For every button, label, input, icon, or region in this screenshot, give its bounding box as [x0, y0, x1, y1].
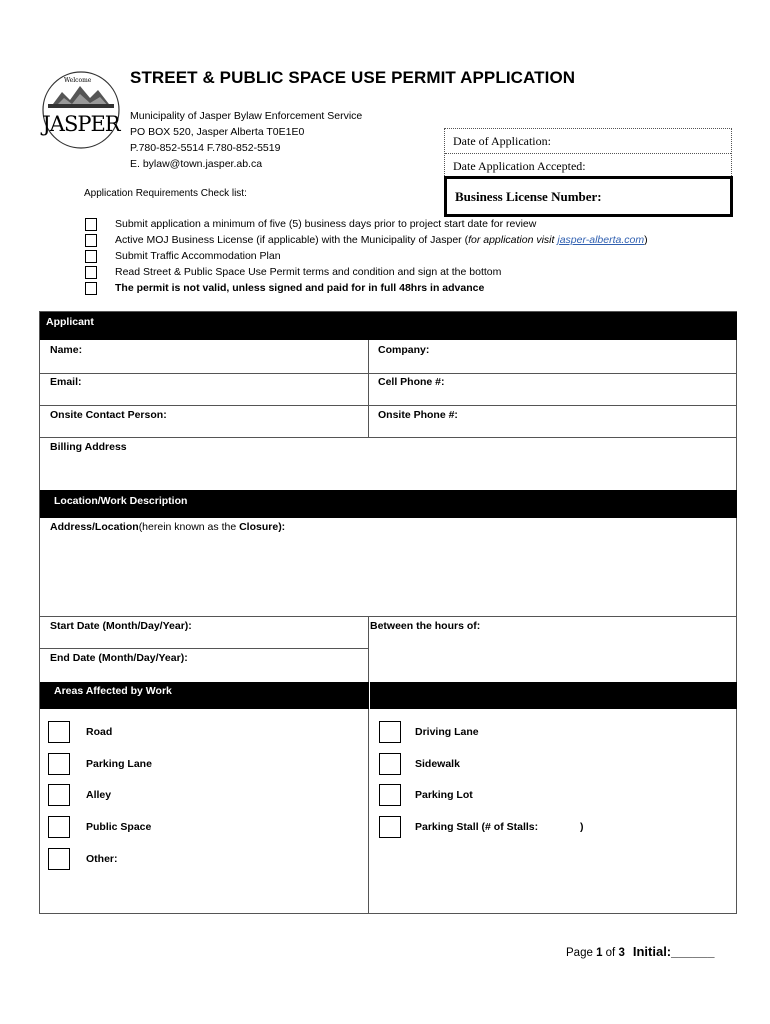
date-of-application-field[interactable]: Date of Application:	[445, 129, 731, 154]
column-divider	[368, 340, 369, 437]
checklist-item	[85, 216, 648, 232]
org-line: P.780-852-5514 F.780-852-5519	[130, 142, 281, 154]
address-location-label	[50, 521, 285, 533]
checklist-text: )	[644, 234, 648, 246]
company-label: Company:	[378, 344, 430, 356]
billing-address-label: Billing Address	[50, 441, 127, 453]
logo-wordmark: JASPER	[42, 112, 120, 136]
org-line: Municipality of Jasper Bylaw Enforcement Service	[130, 110, 363, 122]
end-date-label: End Date (Month/Day/Year):	[50, 652, 188, 664]
parking-lot-label: Parking Lot	[415, 789, 473, 801]
name-label: Name:	[50, 344, 83, 356]
checklist-item	[85, 264, 648, 280]
row-divider	[40, 405, 736, 406]
driving-lane-label: Driving Lane	[415, 726, 479, 738]
date-accepted-field[interactable]: Date Application Accepted:	[453, 159, 586, 173]
parking-stall-close: )	[580, 821, 584, 833]
checkbox[interactable]	[85, 218, 97, 231]
row-divider	[40, 648, 369, 649]
requirements-checklist	[85, 216, 648, 296]
parking-stall-checkbox[interactable]	[379, 816, 401, 838]
alley-label: Alley	[86, 789, 112, 801]
requirements-heading: Application Requirements Check list:	[84, 188, 247, 199]
checklist-item-label: The permit is not valid, unless signed and paid for in full 48hrs in advance	[115, 282, 485, 294]
business-license-field[interactable]: Business License Number:	[444, 176, 733, 217]
parking-lane-checkbox[interactable]	[48, 753, 70, 775]
jasper-alberta-link[interactable]: jasper-alberta.com	[557, 234, 645, 246]
page-number: 1	[596, 947, 603, 959]
checklist-item-label	[115, 234, 648, 246]
initial-field[interactable]: Initial:______	[632, 944, 715, 959]
checkbox[interactable]	[85, 234, 97, 247]
checklist-item-label: Submit Traffic Accommodation Plan	[115, 250, 281, 262]
road-checkbox[interactable]	[48, 721, 70, 743]
location-header: Location/Work Description	[40, 490, 737, 518]
other-checkbox[interactable]	[48, 848, 70, 870]
address-label-closure: Closure	[239, 521, 279, 533]
row-divider	[40, 373, 736, 374]
page-label: Page	[566, 947, 597, 959]
checklist-text: Active MOJ Business License (if applicable) with the Municipality of Jasper (	[115, 234, 469, 246]
checkbox[interactable]	[85, 250, 97, 263]
checkbox[interactable]	[85, 282, 97, 295]
applicant-header: Applicant	[40, 312, 737, 340]
checkbox[interactable]	[85, 266, 97, 279]
page-of: of	[602, 947, 619, 959]
org-line: PO BOX 520, Jasper Alberta T0E1E0	[130, 126, 305, 138]
org-info	[130, 108, 362, 172]
areas-header: Areas Affected by Work	[40, 682, 369, 709]
date-box	[444, 128, 732, 178]
logo-tiny-text: Welcome	[64, 77, 92, 84]
parking-lot-checkbox[interactable]	[379, 784, 401, 806]
page-footer	[566, 944, 715, 959]
org-email: E. bylaw@town.jasper.ab.ca	[130, 158, 263, 170]
checklist-item-label: Read Street & Public Space Use Permit terms and condition and sign at the bottom	[115, 266, 502, 278]
page-total: 3	[618, 947, 625, 959]
road-label: Road	[86, 726, 113, 738]
parking-lane-label: Parking Lane	[86, 758, 152, 770]
checklist-text-italic: for application visit	[468, 234, 558, 246]
address-label-bold: Address/Location	[50, 521, 139, 533]
alley-checkbox[interactable]	[48, 784, 70, 806]
cell-phone-label: Cell Phone #:	[378, 376, 445, 388]
public-space-checkbox[interactable]	[48, 816, 70, 838]
parking-stall-label: Parking Stall (# of Stalls:	[415, 821, 539, 833]
hours-label: Between the hours of:	[370, 620, 481, 632]
permit-form	[39, 311, 737, 914]
driving-lane-checkbox[interactable]	[379, 721, 401, 743]
page-title: STREET & PUBLIC SPACE USE PERMIT APPLICATION	[130, 68, 576, 87]
row-divider	[40, 437, 736, 438]
row-divider	[40, 616, 736, 617]
onsite-phone-label: Onsite Phone #:	[378, 409, 458, 421]
sidewalk-label: Sidewalk	[415, 758, 460, 770]
address-label-normal: (herein known as the	[138, 521, 240, 533]
sidewalk-checkbox[interactable]	[379, 753, 401, 775]
checklist-item	[85, 280, 648, 296]
checklist-item	[85, 248, 648, 264]
checklist-item	[85, 232, 648, 248]
start-date-label: Start Date (Month/Day/Year):	[50, 620, 192, 632]
jasper-logo	[40, 70, 122, 150]
onsite-contact-label: Onsite Contact Person:	[50, 409, 167, 421]
areas-header-right	[370, 682, 737, 709]
other-label: Other:	[86, 853, 118, 865]
email-label: Email:	[50, 376, 82, 388]
column-divider	[368, 709, 369, 914]
column-divider	[368, 616, 369, 682]
address-label-end: ):	[278, 521, 286, 533]
public-space-label: Public Space	[86, 821, 152, 833]
checklist-item-label: Submit application a minimum of five (5) business days prior to project start date for review	[115, 218, 537, 230]
